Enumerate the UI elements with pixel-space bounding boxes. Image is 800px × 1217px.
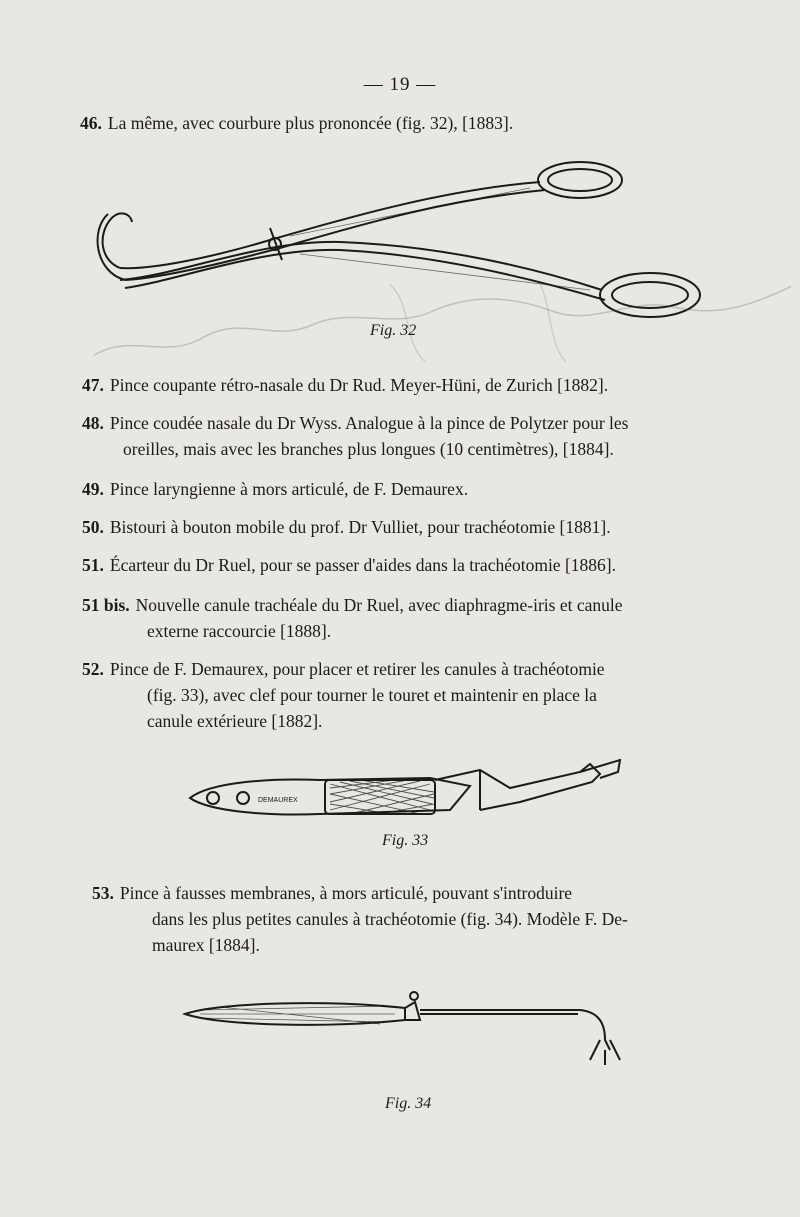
entry-text: Nouvelle canule trachéale du Dr Ruel, avec diaphragme-iris et canule: [135, 595, 623, 615]
entry-51-bis: [82, 592, 732, 644]
fig-33-engraving: DEMAUREX: [258, 797, 298, 804]
entry-52: [82, 656, 732, 734]
entry-number: 47.: [82, 375, 104, 395]
fig-33-caption: Fig. 33: [382, 832, 429, 849]
entry-text: Pince coudée nasale du Dr Wyss. Analogue à la pince de Polytzer pour les: [109, 413, 629, 433]
entry-text-continued: (fig. 33), avec clef pour tourner le touret et maintenir en place la: [147, 685, 597, 705]
entry-number: 50.: [82, 517, 104, 537]
entry-text: Pince laryngienne à mors articulé, de F. Demaurex.: [109, 479, 469, 499]
entry-number: 52.: [82, 659, 104, 679]
entry-text-continued: oreilles, mais avec les branches plus longues (10 centimètres), [1884].: [123, 439, 614, 459]
entry-49: [82, 476, 732, 502]
entry-text-continued: canule extérieure [1882].: [147, 711, 323, 731]
entry-text: Bistouri à bouton mobile du prof. Dr Vulliet, pour trachéotomie [1881].: [109, 517, 611, 537]
entry-number: 49.: [82, 479, 104, 499]
fig-34-caption: Fig. 34: [385, 1095, 432, 1112]
entry-47: [82, 372, 732, 398]
fig-32-caption: Fig. 32: [370, 322, 417, 339]
entry-46: [80, 110, 730, 136]
entry-text: Pince de F. Demaurex, pour placer et retirer les canules à trachéotomie: [109, 659, 605, 679]
entry-text: Pince à fausses membranes, à mors articulé, pouvant s'introduire: [119, 883, 573, 903]
entry-text-continued: dans les plus petites canules à trachéotomie (fig. 34). Modèle F. De-: [152, 909, 628, 929]
entry-51: [82, 552, 732, 578]
entry-text-continued: maurex [1884].: [152, 935, 260, 955]
entry-text: La même, avec courbure plus prononcée (fig. 32), [1883].: [107, 113, 514, 133]
page-number: — 19 —: [363, 74, 437, 95]
entry-text: Pince coupante rétro-nasale du Dr Rud. Meyer-Hüni, de Zurich [1882].: [109, 375, 609, 395]
entry-number: 53.: [92, 883, 114, 903]
entry-number: 51.: [82, 555, 104, 575]
entry-48: [82, 410, 732, 462]
entry-50: [82, 514, 732, 540]
fig-33-illustration: [180, 750, 630, 830]
fig-34-illustration: [180, 980, 640, 1080]
entry-number: 51 bis.: [82, 595, 130, 615]
fig-32-illustration: [90, 150, 720, 330]
entry-text: Écarteur du Dr Ruel, pour se passer d'aides dans la trachéotomie [1886].: [109, 555, 616, 575]
entry-number: 48.: [82, 413, 104, 433]
entry-text-continued: externe raccourcie [1888].: [147, 621, 332, 641]
entry-53: [92, 880, 732, 958]
entry-number: 46.: [80, 113, 102, 133]
